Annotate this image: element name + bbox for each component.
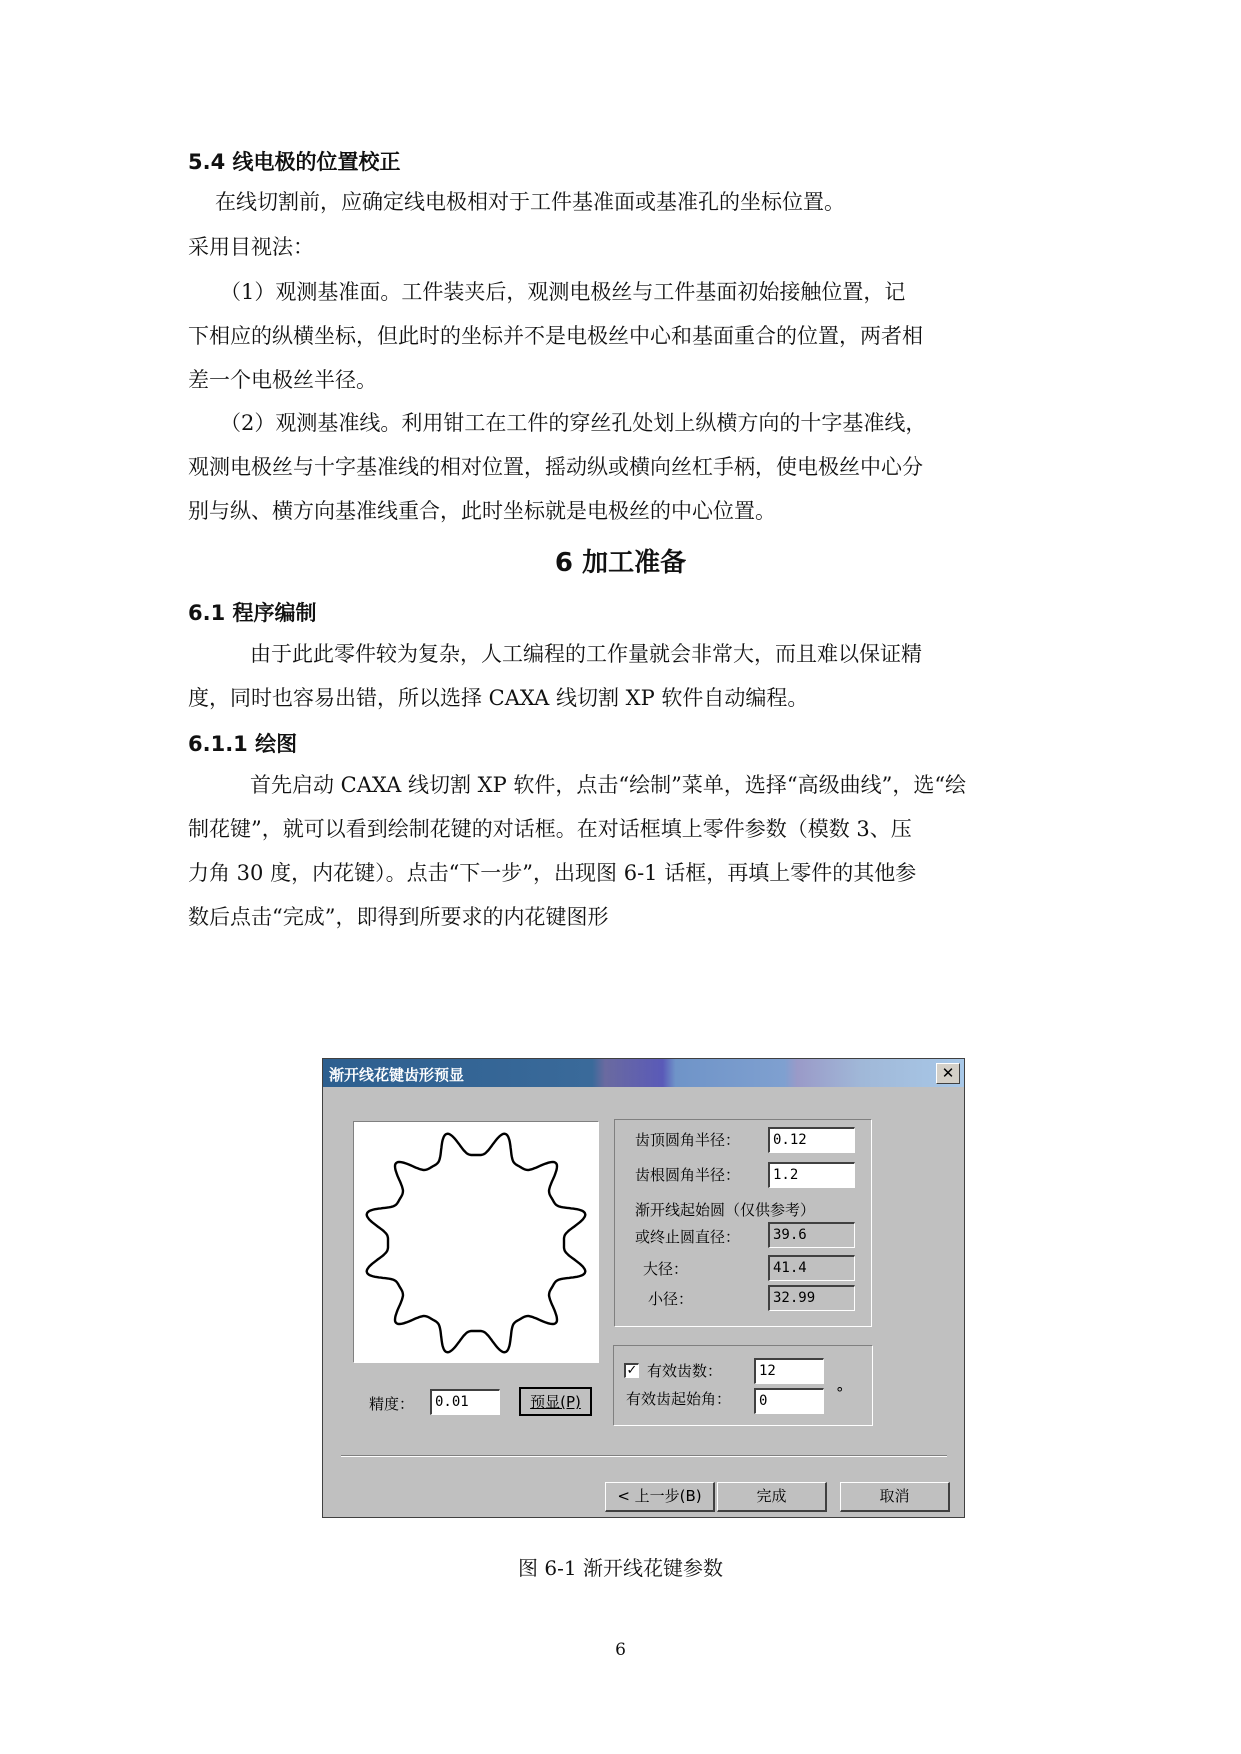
spline-preview-dialog <box>322 1058 965 1518</box>
valid-teeth-input[interactable]: 12 <box>754 1358 824 1384</box>
minor-diameter-field: 32.99 <box>768 1285 855 1311</box>
paragraph: 采用目视法： <box>188 235 314 259</box>
start-angle-input[interactable]: 0 <box>754 1388 824 1414</box>
paragraph: 在线切割前，应确定线电极相对于工件基准面或基准孔的坐标位置。 <box>215 190 845 214</box>
chapter-title: 6 加工准备 <box>554 548 687 578</box>
dialog-separator <box>341 1455 947 1457</box>
major-diameter-field: 41.4 <box>768 1255 855 1281</box>
root-radius-input[interactable]: 1.2 <box>768 1162 855 1188</box>
cancel-button[interactable]: 取消 <box>840 1482 950 1512</box>
root-radius-label: 齿根圆角半径： <box>635 1166 741 1184</box>
paragraph-line: 由于此此零件较为复杂，人工编程的工作量就会非常大，而且难以保证精 <box>250 642 922 666</box>
precision-input[interactable]: 0.01 <box>430 1389 500 1415</box>
list-item-line: 观测电极丝与十字基准线的相对位置，摇动纵或横向丝杠手柄，使电极丝中心分 <box>188 455 923 479</box>
teeth-group <box>613 1345 873 1426</box>
paragraph-line: 力角 30 度，内花键）。点击“下一步”，出现图 6-1 话框，再填上零件的其他参 <box>188 861 917 885</box>
start-angle-label: 有效齿起始角： <box>626 1390 732 1408</box>
valid-teeth-checkbox[interactable]: ✓ <box>624 1363 639 1378</box>
back-button[interactable]: < 上一步(B) <box>605 1482 715 1512</box>
figure-caption: 图 6-1 渐开线花键参数 <box>518 1556 723 1580</box>
paragraph-line: 制花键”，就可以看到绘制花键的对话框。在对话框填上零件参数（模数 3、压 <box>188 817 912 841</box>
list-item-line: 下相应的纵横坐标，但此时的坐标并不是电极丝中心和基面重合的位置，两者相 <box>188 324 923 348</box>
paragraph-line: 度，同时也容易出错，所以选择 CAXA 线切割 XP 软件自动编程。 <box>188 686 809 710</box>
section-heading-6-1: 6.1 程序编制 <box>188 601 317 625</box>
paragraph-line: 数后点击“完成”，即得到所要求的内花键图形 <box>188 905 609 929</box>
section-heading-6-1-1: 6.1.1 绘图 <box>188 732 298 756</box>
close-icon[interactable]: ✕ <box>936 1063 960 1084</box>
finish-button[interactable]: 完成 <box>717 1482 827 1512</box>
involute-diameter-label: 或终止圆直径： <box>635 1228 741 1246</box>
tip-radius-input[interactable]: 0.12 <box>768 1127 855 1153</box>
spline-preview-canvas <box>353 1121 599 1363</box>
involute-diameter-field: 39.6 <box>768 1222 855 1248</box>
parameters-group <box>614 1119 872 1327</box>
tip-radius-label: 齿顶圆角半径： <box>635 1131 741 1149</box>
degree-unit: ° <box>836 1384 844 1402</box>
paragraph-line: 首先启动 CAXA 线切割 XP 软件，点击“绘制”菜单，选择“高级曲线”，选“绘 <box>250 773 967 797</box>
dialog-title: 渐开线花键齿形预显 <box>329 1066 465 1084</box>
page-number: 6 <box>615 1640 626 1660</box>
list-item-line: 别与纵、横方向基准线重合，此时坐标就是电极丝的中心位置。 <box>188 499 776 523</box>
list-item-line: （1）观测基准面。工件装夹后，观测电极丝与工件基面初始接触位置，记 <box>220 280 906 304</box>
preview-button[interactable]: 预显(P) <box>519 1387 592 1416</box>
list-item-line: 差一个电极丝半径。 <box>188 368 377 392</box>
involute-circle-label: 渐开线起始圆（仅供参考） <box>635 1201 816 1219</box>
precision-label: 精度： <box>369 1395 415 1413</box>
list-item-line: （2）观测基准线。利用钳工在工件的穿丝孔处划上纵横方向的十字基准线， <box>220 411 927 435</box>
dialog-titlebar <box>323 1059 964 1087</box>
section-heading-5-4: 5.4 线电极的位置校正 <box>188 150 401 174</box>
major-diameter-label: 大径： <box>643 1260 689 1278</box>
minor-diameter-label: 小径： <box>648 1290 694 1308</box>
valid-teeth-label: 有效齿数： <box>647 1362 723 1380</box>
spline-profile-drawing <box>354 1122 598 1362</box>
spline-profile <box>367 1134 586 1353</box>
